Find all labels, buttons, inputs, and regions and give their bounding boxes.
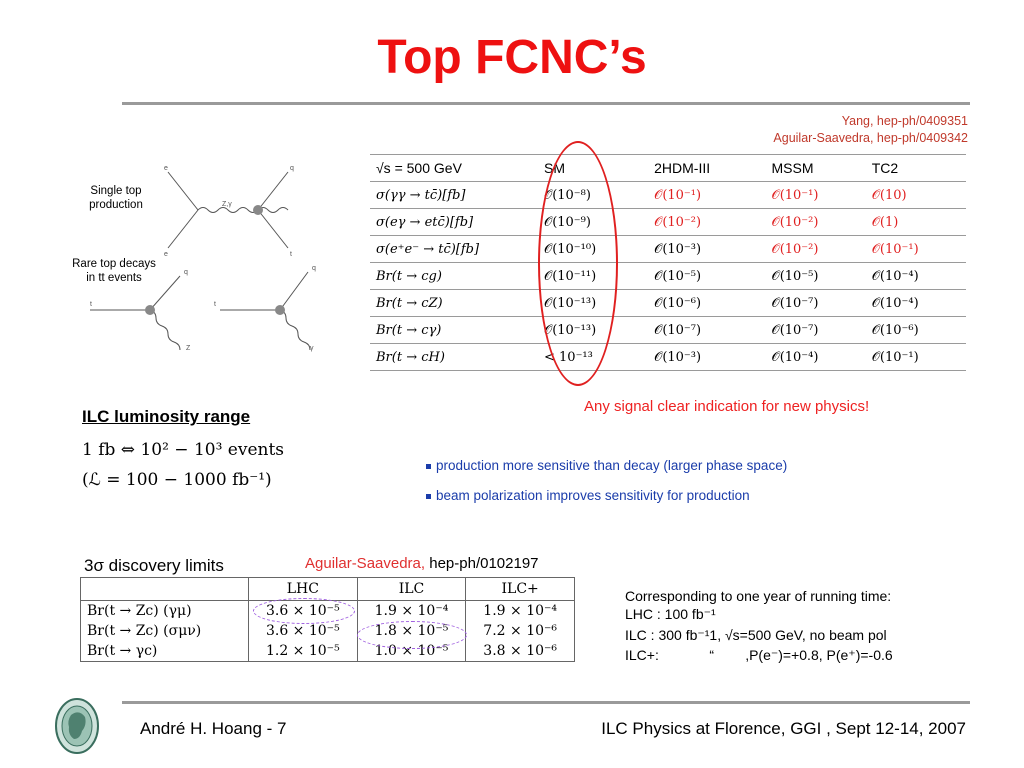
value-cell: 𝒪(10⁻⁴) — [871, 295, 919, 311]
svg-text:Z,γ: Z,γ — [222, 201, 232, 208]
sm-column-highlight — [538, 141, 618, 386]
process-label: σ(eγ → etc̄)[fb] — [376, 214, 474, 230]
value-cell: 𝒪(10⁻²) — [654, 214, 702, 230]
footer-event: ILC Physics at Florence, GGI , Sept 12-14, 2007 — [601, 719, 966, 738]
svg-text:Z: Z — [186, 345, 191, 352]
discovery-cell: 3.6 × 10⁻⁵ — [249, 601, 358, 622]
bullet-text: production more sensitive than decay (larger phase space) — [436, 458, 788, 473]
svg-text:e: e — [164, 251, 168, 258]
running-time-heading: Corresponding to one year of running time: — [625, 588, 892, 604]
citation-aguilar: Aguilar-Saavedra, hep-ph/0409342 — [773, 131, 968, 145]
table-row — [370, 344, 966, 371]
value-cell: 𝒪(10⁻¹) — [771, 187, 819, 203]
value-cell: 𝒪(10⁻⁵) — [771, 268, 819, 284]
institution-seal-logo — [54, 697, 100, 755]
discovery-cell: 1.8 × 10⁻⁵ — [357, 621, 466, 641]
table-row — [81, 641, 575, 662]
header-2hdm: 2HDM-III — [654, 160, 711, 176]
discovery-cell: 3.8 × 10⁻⁶ — [466, 641, 575, 662]
value-cell: 𝒪(10⁻¹) — [871, 349, 919, 365]
value-cell: 𝒪(10⁻⁴) — [871, 268, 919, 284]
value-cell: 𝒪(10⁻⁷) — [771, 322, 819, 338]
bullet-text: beam polarization improves sensitivity for production — [436, 488, 750, 503]
discovery-cell: 1.9 × 10⁻⁴ — [466, 601, 575, 622]
value-cell: 𝒪(10) — [871, 187, 907, 203]
value-cell: 𝒪(10⁻⁶) — [871, 322, 919, 338]
discovery-citation — [305, 555, 539, 572]
table-row — [370, 263, 966, 290]
ilc-range-heading: ILC luminosity range — [82, 407, 251, 426]
discovery-process: Br(t → Zc) (σμν) — [81, 621, 249, 641]
svg-text:q: q — [184, 269, 188, 276]
slide-title: Top FCNC’s — [377, 31, 647, 84]
discovery-header-ilc: ILC — [357, 578, 466, 601]
rare-decays-label: Rare top decays in tt events — [72, 258, 156, 284]
value-cell: 𝒪(10⁻⁹) — [544, 214, 591, 230]
table-row — [370, 209, 966, 236]
header-energy: √s = 500 GeV — [376, 160, 462, 176]
process-label: Br(t → cH) — [376, 349, 445, 365]
bullet-square-icon — [426, 494, 431, 499]
table-row — [370, 290, 966, 317]
table-header-row — [370, 155, 966, 182]
svg-text:t: t — [290, 251, 292, 258]
value-cell: 𝒪(10⁻⁵) — [654, 268, 702, 284]
process-label: Br(t → cγ) — [376, 322, 442, 338]
feynman-diagrams — [80, 160, 350, 360]
bullet-square-icon — [426, 464, 431, 469]
discovery-cell: 1.9 × 10⁻⁴ — [357, 601, 466, 622]
value-cell: 𝒪(10⁻¹) — [871, 241, 919, 257]
svg-text:q: q — [290, 165, 294, 172]
luminosity-formula: (ℒ = 100 − 1000 fb⁻¹) — [82, 470, 272, 490]
value-cell: 𝒪(10⁻¹⁰) — [544, 241, 597, 257]
process-label: Br(t → cg) — [376, 268, 442, 284]
header-tc2: TC2 — [871, 160, 899, 176]
header-mssm: MSSM — [771, 160, 814, 176]
process-label: σ(γγ → tc̄)[fb] — [376, 187, 466, 203]
discovery-header-row — [81, 578, 575, 601]
single-top-label: Single top production — [89, 185, 143, 211]
events-formula: 1 fb ⇔ 10² − 10³ events — [82, 440, 285, 460]
value-cell: 𝒪(10⁻¹³) — [544, 295, 597, 311]
header-sm: SM — [544, 160, 565, 176]
svg-text:q: q — [312, 265, 316, 272]
running-ilcplus: ILC+: “ ,P(e⁻)=+0.8, P(e⁺)=-0.6 — [625, 647, 893, 663]
svg-text:e: e — [164, 165, 168, 172]
table-row — [370, 182, 966, 209]
process-label: σ(e⁺e⁻ → tc̄)[fb] — [376, 241, 480, 257]
value-cell: 𝒪(10⁻¹) — [654, 187, 702, 203]
ilc-highlight-ellipse — [357, 621, 467, 649]
table-row — [370, 236, 966, 263]
citation-yang: Yang, hep-ph/0409351 — [841, 114, 968, 128]
value-cell: 𝒪(10⁻¹³) — [544, 322, 597, 338]
table-row — [81, 621, 575, 641]
value-cell: 𝒪(10⁻⁷) — [654, 322, 702, 338]
footer-author: André H. Hoang - 7 — [140, 719, 287, 738]
value-cell: 𝒪(1) — [871, 214, 899, 230]
value-cell: 𝒪(10⁻²) — [771, 241, 819, 257]
lhc-highlight-ellipse — [253, 598, 355, 624]
discovery-header-blank — [81, 578, 249, 601]
svg-text:γ: γ — [310, 345, 314, 352]
svg-text:t: t — [214, 301, 216, 308]
discovery-cite-ref: hep-ph/0102197 — [425, 555, 539, 572]
fcnc-table — [370, 154, 966, 371]
value-cell: 𝒪(10⁻⁷) — [771, 295, 819, 311]
svg-text:t: t — [90, 301, 92, 308]
discovery-header-lhc: LHC — [249, 578, 358, 601]
bullet-item — [426, 458, 787, 473]
discovery-process: Br(t → Zc) (γμ) — [81, 601, 249, 622]
value-cell: 𝒪(10⁻⁸) — [544, 187, 591, 203]
discovery-cell: 7.2 × 10⁻⁶ — [466, 621, 575, 641]
bullet-item — [426, 488, 750, 503]
bottom-divider — [122, 701, 970, 704]
value-cell: 𝒪(10⁻⁴) — [771, 349, 819, 365]
value-cell: < 10⁻¹³ — [544, 349, 593, 365]
discovery-header-ilcplus: ILC+ — [466, 578, 575, 601]
value-cell: 𝒪(10⁻³) — [654, 241, 702, 257]
discovery-cite-name: Aguilar-Saavedra, — [305, 555, 426, 572]
running-ilc: ILC : 300 fb⁻¹1, √s=500 GeV, no beam pol — [625, 627, 887, 643]
table-row — [370, 317, 966, 344]
process-label: Br(t → cZ) — [376, 295, 443, 311]
signal-note: Any signal clear indication for new physics! — [584, 398, 870, 415]
discovery-cell: 1.0 × 10⁻⁵ — [357, 641, 466, 662]
discovery-title: 3σ discovery limits — [84, 556, 224, 575]
value-cell: 𝒪(10⁻¹¹) — [544, 268, 597, 284]
value-cell: 𝒪(10⁻²) — [771, 214, 819, 230]
value-cell: 𝒪(10⁻³) — [654, 349, 702, 365]
running-lhc: LHC : 100 fb⁻¹ — [625, 606, 716, 622]
value-cell: 𝒪(10⁻⁶) — [654, 295, 702, 311]
discovery-process: Br(t → γc) — [81, 641, 249, 662]
discovery-cell: 1.2 × 10⁻⁵ — [249, 641, 358, 662]
top-divider — [122, 102, 970, 105]
discovery-cell: 3.6 × 10⁻⁵ — [249, 621, 358, 641]
